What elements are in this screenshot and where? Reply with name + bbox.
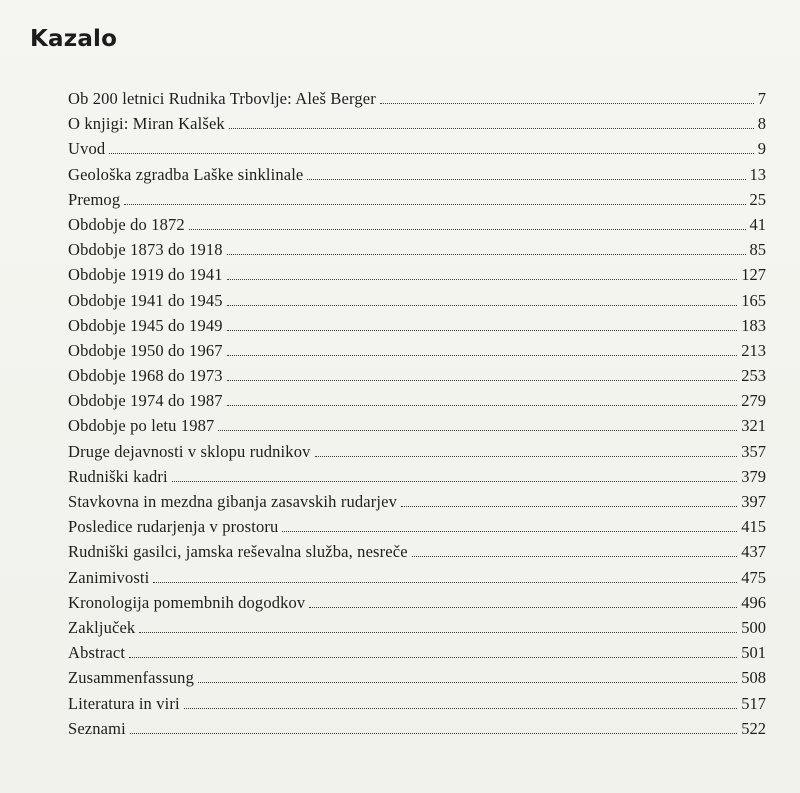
toc-entry-label: Obdobje do 1872 — [68, 214, 185, 234]
toc-entry[interactable] — [68, 111, 766, 136]
dot-leader — [198, 682, 737, 683]
toc-entry[interactable] — [68, 136, 766, 161]
toc-entry-label: Uvod — [68, 139, 106, 159]
dot-leader — [184, 708, 738, 709]
toc-entry[interactable] — [68, 212, 766, 237]
toc-entry[interactable] — [68, 338, 766, 363]
toc-entry-page: 25 — [749, 189, 766, 209]
toc-entry[interactable] — [68, 590, 766, 615]
dot-leader — [309, 607, 737, 608]
dot-leader — [139, 632, 737, 633]
toc-entry-page: 397 — [741, 492, 766, 511]
toc-entry-label: Stavkovna in mezdna gibanja zasavskih rudarjev — [68, 492, 398, 511]
toc-entry-page: 127 — [741, 265, 766, 285]
toc-entry-label: Obdobje 1919 do 1941 — [68, 265, 223, 285]
toc-entry-page: 415 — [741, 517, 766, 537]
dot-leader — [227, 305, 738, 306]
toc-entry[interactable] — [68, 665, 766, 690]
dot-leader — [124, 204, 745, 205]
toc-entry-label: Seznami — [68, 718, 126, 738]
toc-entry-page: 279 — [741, 391, 766, 411]
toc-entry-page: 500 — [741, 617, 766, 637]
toc-entry[interactable] — [68, 464, 766, 489]
toc-entry[interactable] — [68, 237, 766, 262]
dot-leader — [189, 229, 746, 230]
toc-entry-page: 41 — [749, 214, 766, 234]
toc-entry-label: Ob 200 letnici Rudnika Trbovlje: Aleš Berger — [68, 89, 376, 108]
dot-leader — [218, 430, 737, 431]
dot-leader — [282, 531, 737, 532]
toc-entry-label: Obdobje 1941 do 1945 — [68, 290, 223, 310]
toc-entry-label: Obdobje 1945 do 1949 — [68, 315, 223, 335]
toc-entry[interactable] — [68, 565, 766, 590]
toc-entry-label: Zusammenfassung — [68, 668, 194, 688]
toc-entry[interactable] — [68, 514, 766, 539]
toc-entry[interactable] — [68, 288, 766, 313]
toc-entry-label: Obdobje 1950 do 1967 — [68, 340, 223, 360]
toc-entry[interactable] — [68, 86, 766, 111]
dot-leader — [109, 153, 753, 154]
toc-entry-label: Obdobje po letu 1987 — [68, 416, 215, 436]
toc-entry[interactable] — [68, 539, 766, 564]
toc-entry[interactable] — [68, 413, 766, 438]
dot-leader — [172, 481, 738, 482]
toc-entry[interactable] — [68, 313, 766, 338]
toc-entry-page: 357 — [741, 441, 766, 461]
toc-entry-page: 253 — [741, 366, 766, 386]
dot-leader — [307, 179, 745, 180]
toc-entry[interactable] — [68, 691, 766, 716]
dot-leader — [401, 506, 737, 507]
dot-leader — [315, 456, 738, 457]
toc-entry-label: Premog — [68, 189, 121, 209]
toc-entry-label: Geološka zgradba Laške sinklinale — [68, 164, 304, 184]
toc-entry-label: Abstract — [68, 643, 126, 663]
toc-entry[interactable] — [68, 615, 766, 640]
toc-entry[interactable] — [68, 489, 766, 514]
dot-leader — [227, 380, 738, 381]
toc-entry-label: Obdobje 1974 do 1987 — [68, 391, 223, 411]
toc-entry-label: Rudniški gasilci, jamska reševalna služba, nesreče — [68, 542, 408, 562]
toc-entry-label: Obdobje 1968 do 1973 — [68, 366, 223, 386]
dot-leader — [412, 556, 738, 557]
dot-leader — [227, 355, 738, 356]
toc-entry-page: 85 — [749, 240, 766, 260]
toc-entry-label: Kronologija pomembnih dogodkov — [68, 592, 306, 612]
toc-entry-page: 522 — [741, 718, 766, 738]
toc-entry-page: 7 — [757, 89, 766, 108]
toc-entry[interactable] — [68, 187, 766, 212]
dot-leader — [380, 103, 754, 104]
page-title: Kazalo — [30, 26, 118, 52]
toc-entry-page: 183 — [741, 315, 766, 335]
toc-entry[interactable] — [68, 262, 766, 287]
toc-entry-label: Obdobje 1873 do 1918 — [68, 240, 223, 260]
toc-entry[interactable] — [68, 363, 766, 388]
toc-entry-label: Zanimivosti — [68, 567, 150, 587]
toc-entry-page: 213 — [741, 340, 766, 360]
dot-leader — [227, 279, 738, 280]
toc-entry-page: 508 — [741, 668, 766, 688]
toc-entry[interactable] — [68, 439, 766, 464]
dot-leader — [227, 330, 738, 331]
dot-leader — [129, 657, 737, 658]
toc-entry-page: 475 — [741, 567, 766, 587]
toc-entry-label: Druge dejavnosti v sklopu rudnikov — [68, 441, 311, 461]
toc-entry-page: 13 — [749, 164, 766, 184]
dot-leader — [229, 128, 754, 129]
table-of-contents — [68, 86, 766, 741]
toc-entry-page: 517 — [741, 693, 766, 713]
toc-entry-page: 379 — [741, 466, 766, 486]
toc-entry-page: 321 — [741, 416, 766, 436]
toc-entry[interactable] — [68, 162, 766, 187]
toc-entry-page: 8 — [757, 114, 766, 134]
dot-leader — [130, 733, 737, 734]
toc-entry-page: 9 — [757, 139, 766, 159]
toc-entry[interactable] — [68, 716, 766, 741]
toc-entry[interactable] — [68, 388, 766, 413]
toc-entry-label: Literatura in viri — [68, 693, 180, 713]
toc-entry-label: Zaključek — [68, 617, 136, 637]
toc-entry-label: O knjigi: Miran Kalšek — [68, 114, 225, 134]
toc-entry-page: 165 — [741, 290, 766, 310]
toc-entry-page: 501 — [741, 643, 766, 663]
dot-leader — [227, 254, 746, 255]
toc-entry-page: 496 — [741, 592, 766, 612]
toc-entry-page: 437 — [741, 542, 766, 562]
dot-leader — [227, 405, 738, 406]
toc-entry-label: Rudniški kadri — [68, 466, 168, 486]
toc-entry[interactable] — [68, 640, 766, 665]
toc-entry-label: Posledice rudarjenja v prostoru — [68, 517, 279, 537]
dot-leader — [153, 582, 737, 583]
